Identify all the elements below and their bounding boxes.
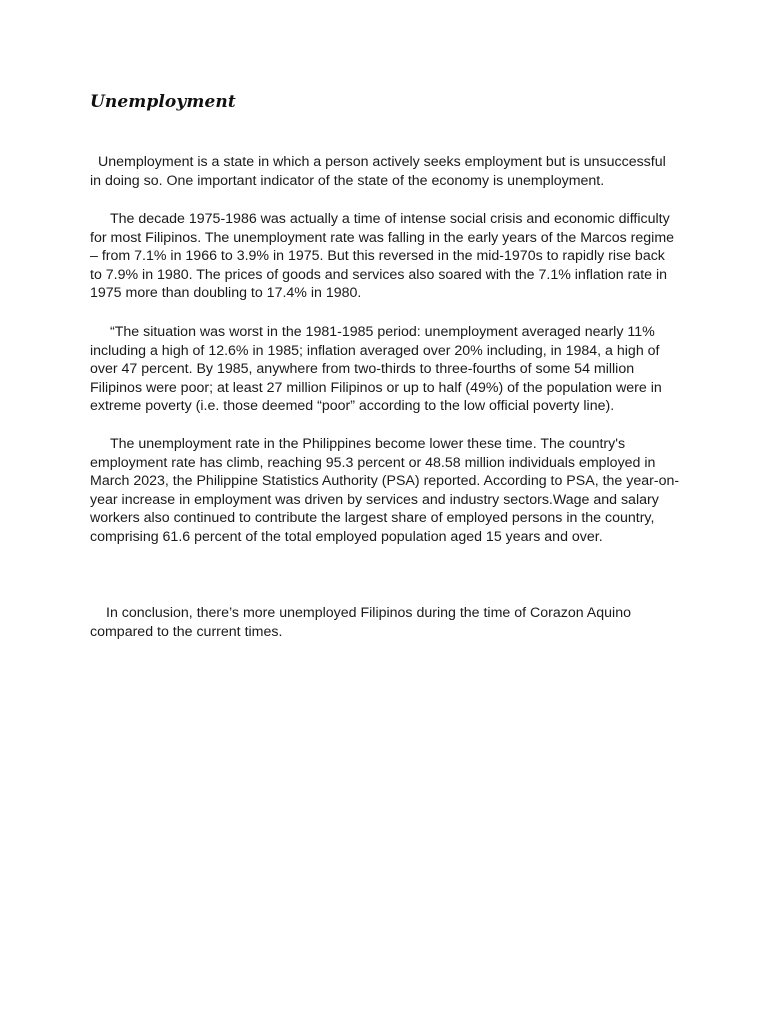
paragraph-conclusion: In conclusion, there’s more unemployed Filipinos during the time of Corazon Aquino compared to the current times. [90,605,631,640]
paragraph-decade-1975-1986: The decade 1975-1986 was actually a time of intense social crisis and economic difficulty for most Filipinos. The unemployment rate was falling in the early years of the Marcos regime – from 7.1% in 1966 to 3.9% in 1975. But this reversed in the mid-1970s to rapidly rise back to 7.9% in 1980. The prices of goods and services also soared with the 7.1% inflation rate in 1975 more than doubling to 17.4% in 1980. [90,211,675,302]
paragraph-definition: Unemployment is a state in which a person actively seeks employment but is unsuccessful in doing so. One important indicator of the state of the economy is unemployment. [90,154,666,189]
paragraph-current-employment: The unemployment rate in the Philippines become lower these time. The country's employment rate has climb, reaching 95.3 percent or 48.58 million individuals employed in March 2023, the Philippine Statistics Authority (PSA) reported. According to PSA, the year-on-year increase in employment was driven by services and industry sectors.Wage and salary workers also continued to contribute the largest share of employed persons in the country, comprising 61.6 percent of the total employed population aged 15 years and over. [90,436,680,545]
document-title: Unemployment [90,92,236,112]
paragraph-1981-1985-period: “The situation was worst in the 1981-1985 period: unemployment averaged nearly 11% including a high of 12.6% in 1985; inflation averaged over 20% including, in 1984, a high of over 47 percent. By 1985, anywhere from two-thirds to three-fourths of some 54 million Filipinos were poor; at least 27 million Filipinos or up to half (49%) of the population were in extreme poverty (i.e. those deemed “poor” according to the low official poverty line). [90,324,662,415]
